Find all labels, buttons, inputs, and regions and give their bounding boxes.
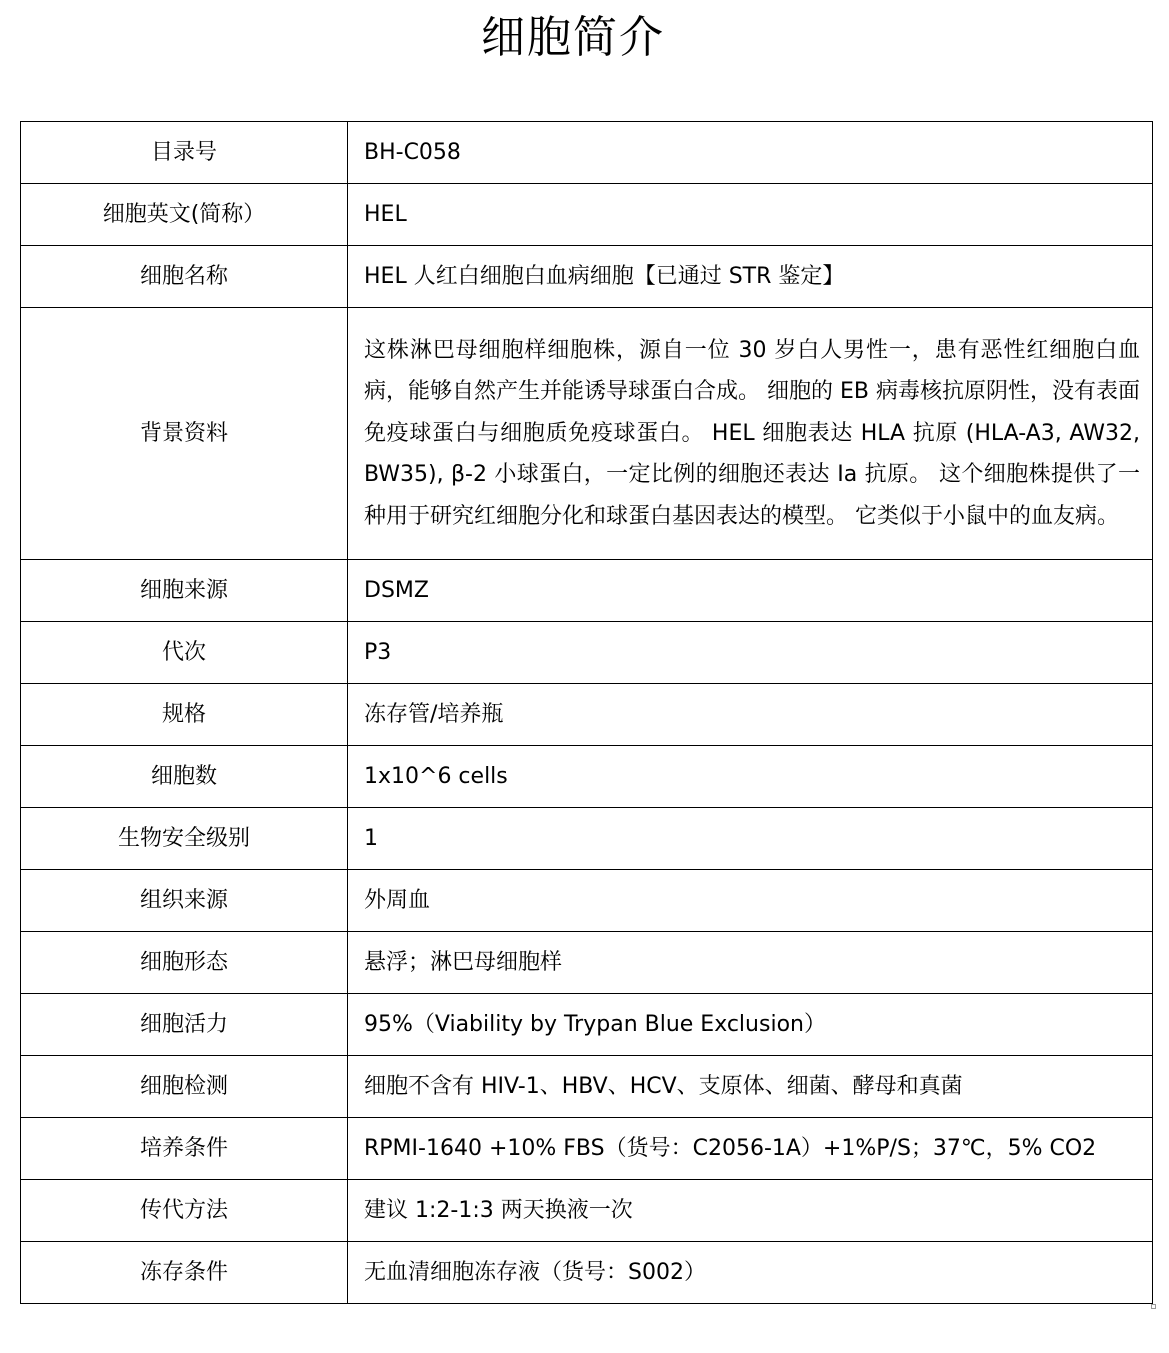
row-value: RPMI-1640 +10% FBS（货号：C2056-1A）+1%P/S；37℃，5% CO2 bbox=[348, 1118, 1153, 1180]
table-row-culture-conditions bbox=[21, 1118, 1153, 1180]
page-title: 细胞简介 bbox=[481, 12, 665, 63]
row-label: 背景资料 bbox=[21, 308, 348, 560]
row-value: 1x10^6 cells bbox=[348, 746, 1153, 808]
row-value: 95%（Viability by Trypan Blue Exclusion） bbox=[348, 994, 1153, 1056]
table-row-specification bbox=[21, 684, 1153, 746]
table-row-biosafety-level bbox=[21, 808, 1153, 870]
cell-info-table bbox=[20, 121, 1153, 1304]
row-label: 细胞数 bbox=[21, 746, 348, 808]
row-value: 细胞不含有 HIV-1、HBV、HCV、支原体、细菌、酵母和真菌 bbox=[348, 1056, 1153, 1118]
row-label: 目录号 bbox=[21, 122, 348, 184]
row-value: 外周血 bbox=[348, 870, 1153, 932]
table-row-cryopreservation bbox=[21, 1242, 1153, 1304]
table-row-passage-method bbox=[21, 1180, 1153, 1242]
background-text: 这株淋巴母细胞样细胞株，源自一位 30 岁白人男性一，患有恶性红细胞白血病，能够自然产生并能诱导球蛋白合成。 细胞的 EB 病毒核抗原阴性，没有表面免疫球蛋白与细胞质免疫球蛋白。 HEL 细胞表达 HLA 抗原 (HLA-A3, AW32, BW35), β-2 小球蛋白，一定比例的细胞还表达 Ia 抗原。 这个细胞株提供了一种用于研究红细胞分化和球蛋白基因表达的模型。 它类似于小鼠中的血友病。 bbox=[364, 337, 1140, 529]
row-value: 无血清细胞冻存液（货号：S002） bbox=[348, 1242, 1153, 1304]
row-value: 悬浮；淋巴母细胞样 bbox=[348, 932, 1153, 994]
table-row-tissue-source bbox=[21, 870, 1153, 932]
table-row-cell-count bbox=[21, 746, 1153, 808]
table-row-passage bbox=[21, 622, 1153, 684]
table-row-viability bbox=[21, 994, 1153, 1056]
row-label: 代次 bbox=[21, 622, 348, 684]
table-row-english-name bbox=[21, 184, 1153, 246]
row-value: 冻存管/培养瓶 bbox=[348, 684, 1153, 746]
row-label: 组织来源 bbox=[21, 870, 348, 932]
row-label: 细胞英文(简称） bbox=[21, 184, 348, 246]
table-row-background bbox=[21, 308, 1153, 560]
row-value bbox=[348, 308, 1153, 560]
row-label: 规格 bbox=[21, 684, 348, 746]
row-value: HEL bbox=[348, 184, 1153, 246]
row-label: 培养条件 bbox=[21, 1118, 348, 1180]
table-row-cell-source bbox=[21, 560, 1153, 622]
table-row-morphology bbox=[21, 932, 1153, 994]
table-row-testing bbox=[21, 1056, 1153, 1118]
table-corner-marker bbox=[1151, 1304, 1156, 1309]
row-label: 细胞活力 bbox=[21, 994, 348, 1056]
row-label: 传代方法 bbox=[21, 1180, 348, 1242]
row-label: 细胞名称 bbox=[21, 246, 348, 308]
row-value: HEL 人红白细胞白血病细胞【已通过 STR 鉴定】 bbox=[348, 246, 1153, 308]
row-label: 细胞形态 bbox=[21, 932, 348, 994]
row-label: 冻存条件 bbox=[21, 1242, 348, 1304]
row-value: BH-C058 bbox=[348, 122, 1153, 184]
table-row-catalog-number bbox=[21, 122, 1153, 184]
row-label: 细胞来源 bbox=[21, 560, 348, 622]
row-value: P3 bbox=[348, 622, 1153, 684]
table-row-cell-name bbox=[21, 246, 1153, 308]
row-value: 建议 1:2-1:3 两天换液一次 bbox=[348, 1180, 1153, 1242]
row-label: 生物安全级别 bbox=[21, 808, 348, 870]
row-value: DSMZ bbox=[348, 560, 1153, 622]
row-label: 细胞检测 bbox=[21, 1056, 348, 1118]
row-value: 1 bbox=[348, 808, 1153, 870]
